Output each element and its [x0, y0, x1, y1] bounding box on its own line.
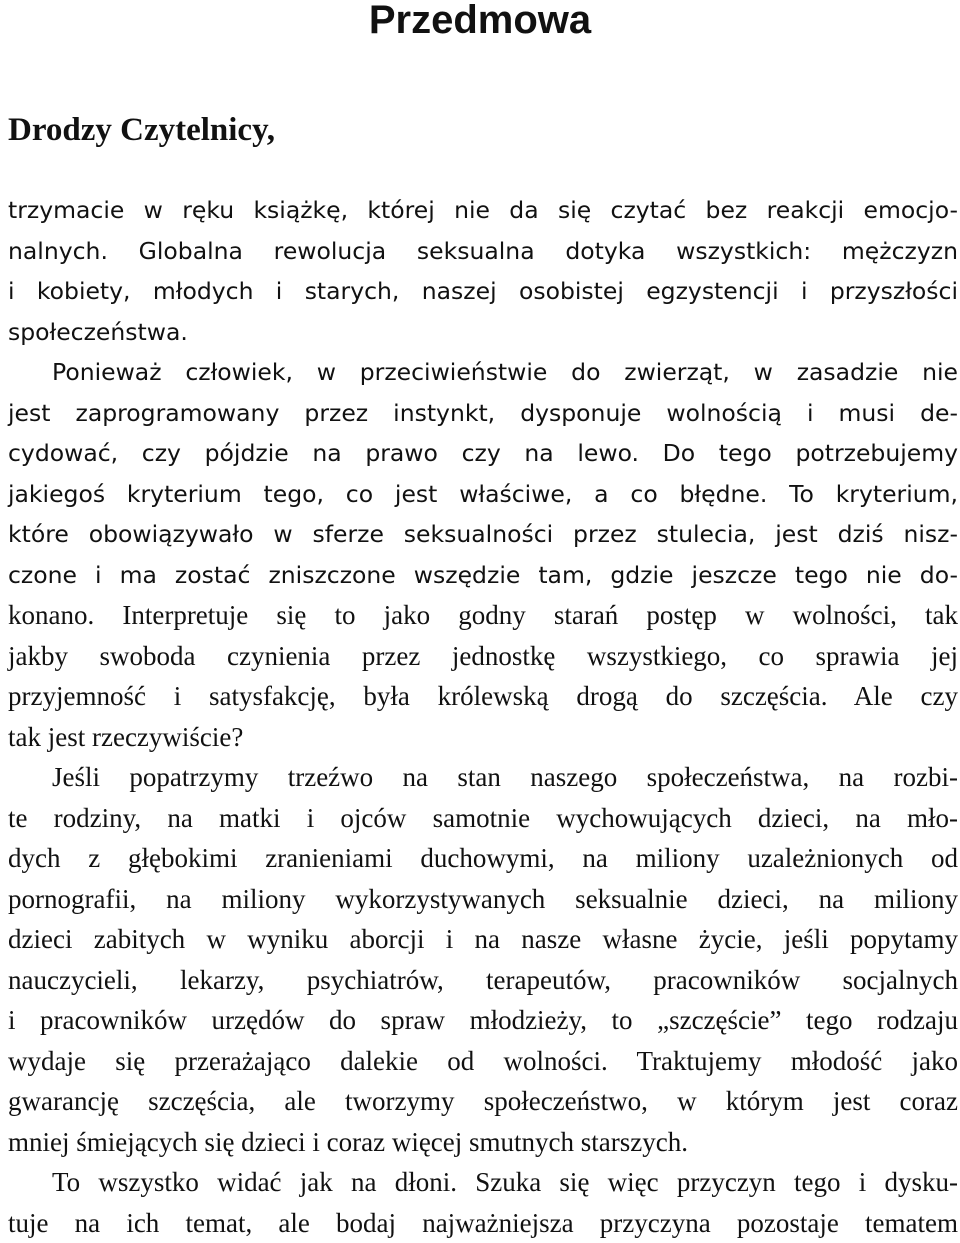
- text-line: i pracowników urzędów do spraw młodzieży, to „szczęście” tego rodzaju: [8, 1000, 958, 1041]
- text-line: społeczeństwa.: [8, 312, 958, 353]
- text-line: jest zaprogramowany przez instynkt, dysponuje wolnością i musi de-: [8, 393, 958, 434]
- text-line: te rodziny, na matki i ojców samotnie wychowujących dzieci, na mło-: [8, 798, 958, 839]
- text-line: trzymacie w ręku książkę, której nie da się czytać bez reakcji emocjo-: [8, 190, 958, 231]
- text-line: nauczycieli, lekarzy, psychiatrów, terapeutów, pracowników socjalnych: [8, 960, 958, 1001]
- salutation-heading: Drodzy Czytelnicy,: [8, 108, 275, 152]
- text-line: nalnych. Globalna rewolucja seksualna dotyka wszystkich: mężczyzn: [8, 231, 958, 272]
- text-line: czone i ma zostać zniszczone wszędzie tam, gdzie jeszcze tego nie do-: [8, 555, 958, 596]
- text-line: gwarancję szczęścia, ale tworzymy społeczeństwo, w którym jest coraz: [8, 1081, 958, 1122]
- text-line: dzieci zabitych w wyniku aborcji i na nasze własne życie, jeśli popytamy: [8, 919, 958, 960]
- text-line: i kobiety, młodych i starych, naszej osobistej egzystencji i przyszłości: [8, 271, 958, 312]
- text-line: jakiegoś kryterium tego, co jest właściwe, a co błędne. To kryterium,: [8, 474, 958, 515]
- text-line: cydować, czy pójdzie na prawo czy na lewo. Do tego potrzebujemy: [8, 433, 958, 474]
- page-title: Przedmowa: [0, 0, 960, 46]
- text-line: mniej śmiejących się dzieci i coraz więcej smutnych starszych.: [8, 1122, 958, 1163]
- text-line: Jeśli popatrzymy trzeźwo na stan naszego społeczeństwa, na rozbi-: [52, 757, 958, 798]
- text-line: tuje na ich temat, ale bodaj najważniejsza przyczyna pozostaje tematem: [8, 1203, 958, 1243]
- text-line: jakby swoboda czynienia przez jednostkę wszystkiego, co sprawia jej: [8, 636, 958, 677]
- text-line: konano. Interpretuje się to jako godny starań postęp w wolności, tak: [8, 595, 958, 636]
- text-line: które obowiązywało w sferze seksualności przez stulecia, jest dziś nisz-: [8, 514, 958, 555]
- text-line: pornografii, na miliony wykorzystywanych seksualnie dzieci, na miliony: [8, 879, 958, 920]
- text-line: Ponieważ człowiek, w przeciwieństwie do zwierząt, w zasadzie nie: [52, 352, 958, 393]
- text-line: wydaje się przerażająco dalekie od wolności. Traktujemy młodość jako: [8, 1041, 958, 1082]
- text-line: przyjemność i satysfakcję, była królewską drogą do szczęścia. Ale czy: [8, 676, 958, 717]
- text-line: To wszystko widać jak na dłoni. Szuka się więc przyczyn tego i dysku-: [52, 1162, 958, 1203]
- text-line: tak jest rzeczywiście?: [8, 717, 958, 758]
- text-line: dych z głębokimi zranieniami duchowymi, na miliony uzależnionych od: [8, 838, 958, 879]
